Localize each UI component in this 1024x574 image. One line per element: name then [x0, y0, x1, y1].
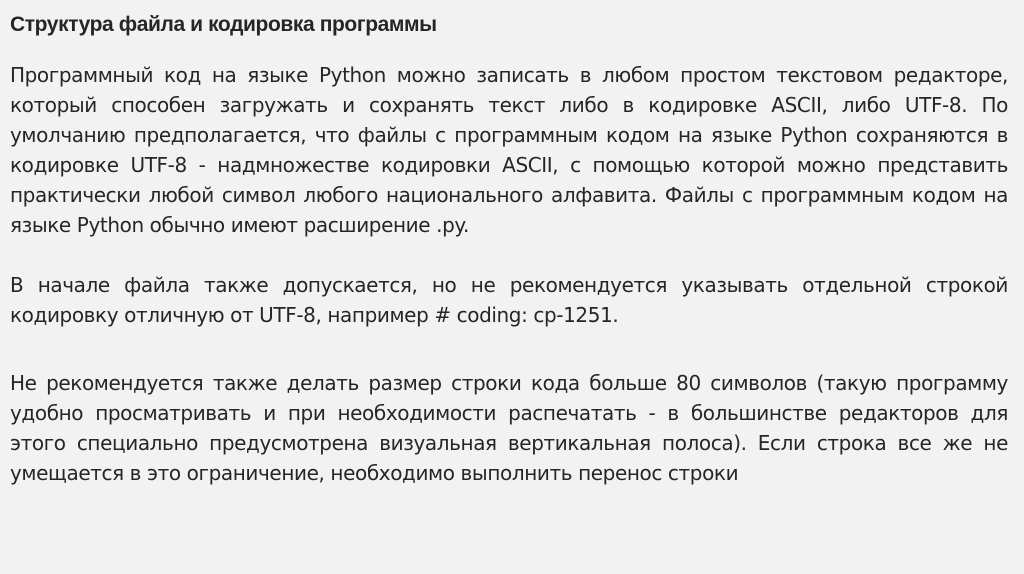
- paragraph-line-length: Не рекомендуется также делать размер строки кода больше 80 символов (такую программу удобно просматривать и при необходимости распечатать - в большинстве редакторов для этого специально предусмотрена визуальная вертикальная полоса). Если строка все же не умещается в это ограничение, необходимо выполнить перенос строки: [10, 371, 1008, 485]
- paragraph-encoding-declaration: В начале файла также допускается, но не рекомендуется указывать отдельной строкой кодировку отличную от UTF-8, например # coding: cp-1251.: [10, 273, 1008, 327]
- slide-title: Структура файла и кодировка программы: [10, 13, 437, 36]
- paragraph-python-code-encoding: Программный код на языке Python можно записать в любом простом текстовом редакторе, который способен загружать и сохранять текст либо в кодировке ASCII, либо UTF-8. По умолчанию предполагается, что файлы с программным кодом на языке Python сохраняются в кодировке UTF-8 - надмножестве кодировки ASCII, с помощью которой можно представить практически любой символ любого национального алфавита. Файлы с программным кодом на языке Python обычно имеют расширение .py.: [10, 63, 1008, 237]
